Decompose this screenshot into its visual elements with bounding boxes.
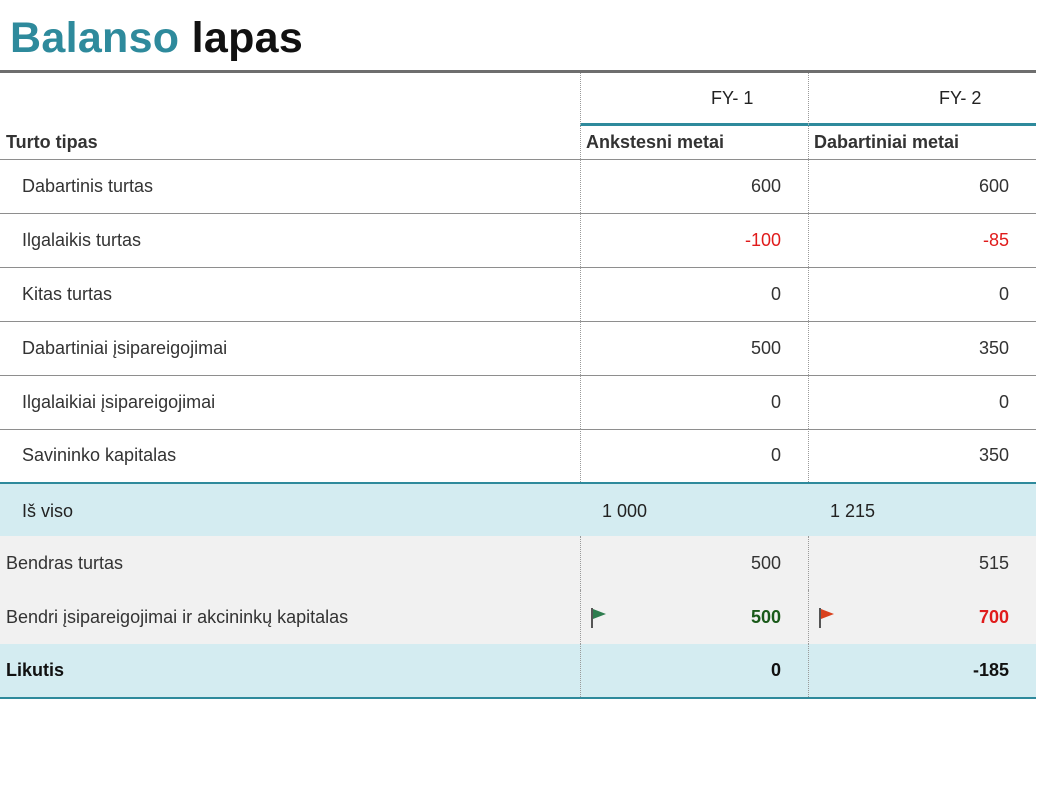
red-flag-icon	[817, 607, 837, 629]
balance-curr[interactable]: -185	[808, 644, 1036, 697]
header-current-year[interactable]: Dabartiniai metai	[808, 126, 1036, 159]
row-curr-value[interactable]: 0	[808, 375, 1036, 429]
summary-assets-row	[0, 536, 1036, 591]
total-curr-value[interactable]: 1 215	[830, 500, 876, 521]
table-row	[0, 267, 1036, 322]
table-row	[0, 429, 1036, 482]
header-asset-type[interactable]: Turto tipas	[6, 132, 98, 152]
row-label[interactable]: Kitas turtas	[22, 283, 113, 304]
header-fy2[interactable]: FY- 2	[808, 73, 1036, 126]
table-row	[0, 375, 1036, 430]
row-curr-value[interactable]: 350	[808, 429, 1036, 482]
summary-liabilities-prev[interactable]: 500	[750, 606, 781, 627]
header-row-fy	[0, 73, 1036, 126]
total-label[interactable]: Iš viso	[22, 500, 74, 521]
total-prev-value[interactable]: 1 000	[602, 500, 648, 521]
row-label[interactable]: Ilgalaikis turtas	[22, 229, 142, 250]
summary-assets-curr[interactable]: 515	[808, 536, 1036, 590]
row-curr-value[interactable]: 0	[808, 267, 1036, 321]
green-flag-icon	[589, 607, 609, 629]
row-label[interactable]: Ilgalaikiai įsipareigojimai	[22, 391, 216, 412]
total-row	[0, 482, 1036, 540]
row-prev-value[interactable]: 0	[580, 375, 808, 429]
table-row	[0, 321, 1036, 376]
row-label[interactable]: Dabartiniai įsipareigojimai	[22, 337, 228, 358]
header-row-labels	[0, 126, 1036, 160]
balance-prev[interactable]: 0	[580, 644, 808, 697]
balance-row	[0, 644, 1036, 699]
page-title	[10, 12, 303, 64]
summary-liabilities-label[interactable]: Bendri įsipareigojimai ir akcininkų kapitalas	[6, 606, 349, 627]
summary-liabilities-row	[0, 590, 1036, 646]
table-row	[0, 159, 1036, 214]
row-prev-value[interactable]: 0	[580, 429, 808, 482]
title-part-1: Balanso	[10, 14, 180, 62]
title-part-2: lapas	[191, 14, 304, 62]
row-prev-value[interactable]: 0	[580, 267, 808, 321]
row-curr-value[interactable]: 600	[808, 159, 1036, 213]
header-fy1[interactable]: FY- 1	[580, 73, 808, 126]
summary-liabilities-curr[interactable]: 700	[978, 606, 1009, 627]
table-row	[0, 213, 1036, 268]
row-curr-value[interactable]: 350	[808, 321, 1036, 375]
row-prev-value[interactable]: 500	[580, 321, 808, 375]
row-label[interactable]: Dabartinis turtas	[22, 175, 154, 196]
row-label[interactable]: Savininko kapitalas	[22, 445, 177, 465]
row-prev-value[interactable]: -100	[580, 213, 808, 267]
summary-assets-prev[interactable]: 500	[580, 536, 808, 590]
row-prev-value[interactable]: 600	[580, 159, 808, 213]
summary-assets-label[interactable]: Bendras turtas	[6, 552, 124, 573]
header-previous-year[interactable]: Ankstesni metai	[580, 126, 808, 159]
row-curr-value[interactable]: -85	[808, 213, 1036, 267]
balance-label[interactable]: Likutis	[6, 660, 65, 680]
